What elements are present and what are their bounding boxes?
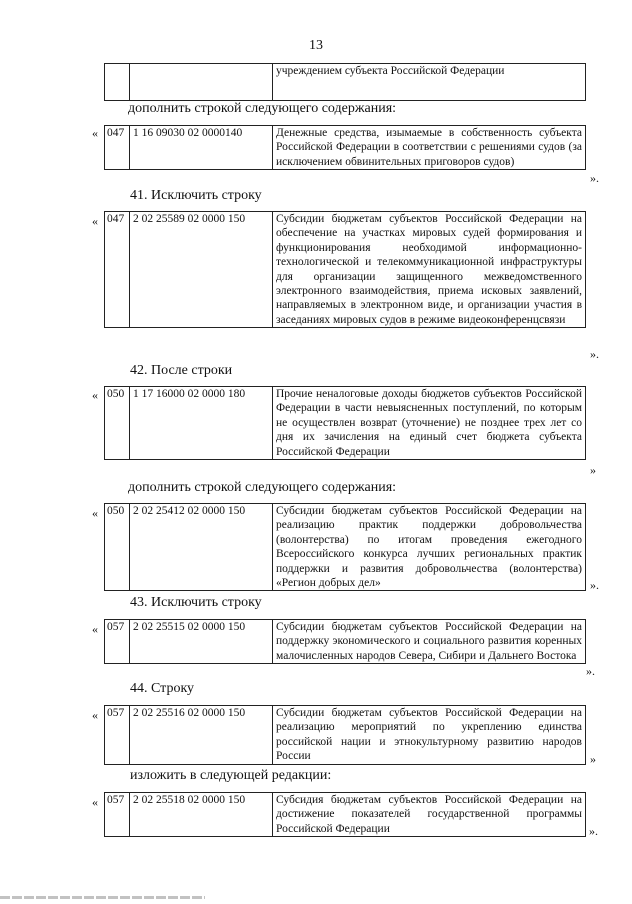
close-quote: ».: [589, 824, 598, 838]
table-row: [104, 705, 586, 765]
name-cell: Субсидия бюджетам субъектов Российской Федерации на достижение показателей государственной программы Российской Федерации: [273, 793, 586, 837]
scan-artifact: [0, 896, 205, 899]
instruction-add-line: дополнить строкой следующего содержания:: [128, 101, 397, 116]
code-cell: 057: [105, 706, 130, 765]
name-cell: Прочие неналоговые доходы бюджетов субъектов Российской Федерации в части невыясненных поступлений, по которым не осуществлен возврат (уточнение) не позднее трех лет со дня их зачисления на единый счет бюджета субъекта Российской Федерации: [273, 387, 586, 460]
open-quote: «: [92, 795, 98, 809]
kbk-cell: [130, 64, 273, 101]
code-cell: 057: [105, 620, 130, 664]
kbk-cell: 2 02 25516 02 0000 150: [130, 706, 273, 765]
code-cell: 047: [105, 212, 130, 328]
name-cell: Денежные средства, изымаемые в собственность субъекта Российской Федерации в соответствии с решениями судов (за исключением обвинительных приговоров судов): [273, 126, 586, 170]
open-quote: «: [92, 708, 98, 722]
open-quote: «: [92, 214, 98, 228]
table-row: [104, 125, 586, 170]
table-row: [104, 619, 586, 664]
kbk-cell: 1 17 16000 02 0000 180: [130, 387, 273, 460]
close-quote: ».: [590, 578, 599, 592]
table-row: [104, 792, 586, 837]
open-quote: «: [92, 388, 98, 402]
table-row: [104, 211, 586, 328]
close-quote: »: [590, 463, 596, 477]
name-cell: Субсидии бюджетам субъектов Российской Федерации на обеспечение на участках мировых судей формирования и функционирования необходимой информационно-технологической и телекоммуникационной инфраструктуры для организации защищенного межведомственного электронного взаимодействия, приема исковых заявлений, направляемых в электронном виде, и организации участия в заседаниях мировых судов в режиме видеоконференцсвязи: [273, 212, 586, 328]
name-cell: учреждением субъекта Российской Федерации: [273, 64, 586, 101]
close-quote: »: [590, 752, 596, 766]
table-row: [104, 386, 586, 460]
name-cell: Субсидии бюджетам субъектов Российской Федерации на поддержку экономического и социального развития коренных малочисленных народов Севера, Сибири и Дальнего Востока: [273, 620, 586, 664]
close-quote: ».: [590, 171, 599, 185]
open-quote: «: [92, 506, 98, 520]
kbk-cell: 2 02 25412 02 0000 150: [130, 504, 273, 591]
instruction-item-41: 41. Исключить строку: [130, 188, 262, 203]
close-quote: ».: [586, 664, 595, 678]
instruction-add-line: дополнить строкой следующего содержания:: [128, 480, 397, 495]
name-cell: Субсидии бюджетам субъектов Российской Федерации на реализацию мероприятий по укреплению единства российской нации и этнокультурному развитию народов России: [273, 706, 586, 765]
table-row: [104, 63, 586, 101]
page-number: 13: [309, 38, 323, 53]
code-cell: 050: [105, 504, 130, 591]
code-cell: 047: [105, 126, 130, 170]
close-quote: ».: [590, 347, 599, 361]
kbk-cell: 2 02 25518 02 0000 150: [130, 793, 273, 837]
open-quote: «: [92, 622, 98, 636]
instruction-edit: изложить в следующей редакции:: [130, 768, 332, 783]
open-quote: «: [92, 126, 98, 140]
instruction-item-42: 42. После строки: [130, 363, 233, 378]
kbk-cell: 1 16 09030 02 0000140: [130, 126, 273, 170]
kbk-cell: 2 02 25589 02 0000 150: [130, 212, 273, 328]
instruction-item-43: 43. Исключить строку: [130, 595, 262, 610]
instruction-item-44: 44. Строку: [130, 681, 195, 696]
table-row: [104, 503, 586, 591]
code-cell: [105, 64, 130, 101]
name-cell: Субсидии бюджетам субъектов Российской Федерации на реализацию практик поддержки добровольчества (волонтерства) по итогам проведения ежегодного Всероссийского конкурса лучших региональных практик поддержки и развития добровольчества (волонтерства) «Регион добрых дел»: [273, 504, 586, 591]
kbk-cell: 2 02 25515 02 0000 150: [130, 620, 273, 664]
code-cell: 050: [105, 387, 130, 460]
code-cell: 057: [105, 793, 130, 837]
